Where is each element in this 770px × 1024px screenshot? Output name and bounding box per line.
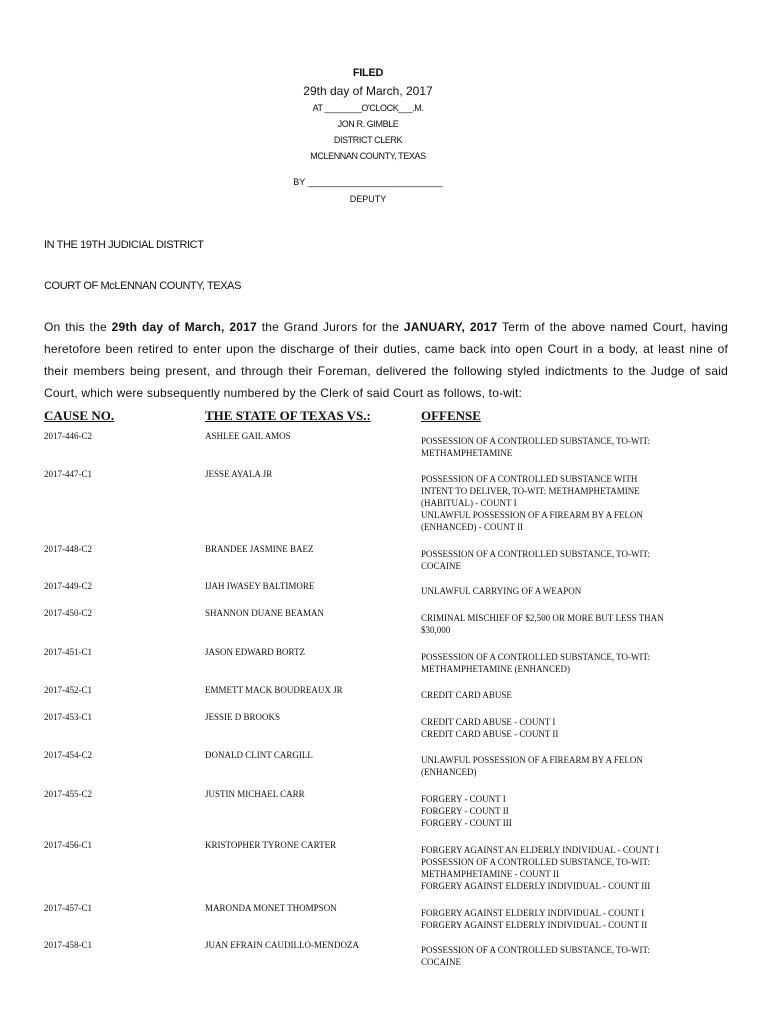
offense-line: (HABITUAL) - COUNT I <box>421 498 517 508</box>
offense-line: CREDIT CARD ABUSE - COUNT I <box>421 717 556 727</box>
offense-cell <box>421 473 741 533</box>
defendant-name: EMMETT MACK BOUDREAUX JR <box>205 685 343 695</box>
offense-line: COCAINE <box>421 957 461 967</box>
offense-cell <box>421 944 741 968</box>
filed-title: FILED <box>352 67 384 79</box>
offense-line: METHAMPHETAMINE <box>421 448 513 458</box>
offense-line: METHAMPHETAMINE (ENHANCED) <box>421 664 571 674</box>
offense-line: UNLAWFUL POSSESSION OF A FIREARM BY A FELON <box>421 510 643 520</box>
defendant-name: JUAN EFRAIN CAUDILLO-MENDOZA <box>205 940 359 950</box>
offense-cell <box>421 435 741 459</box>
offense-line: UNLAWFUL CARRYING OF A WEAPON <box>421 586 582 596</box>
filed-date: 29th day of March, 2017 <box>303 84 433 98</box>
offense-line: COCAINE <box>421 561 461 571</box>
intro-text-1: On this the <box>44 320 112 334</box>
offense-line: (ENHANCED) - COUNT II <box>421 522 524 532</box>
defendant-name: ASHLEE GAIL AMOS <box>205 431 291 441</box>
filed-by-line: BY ___________________________ <box>293 177 443 187</box>
defendant-name: JUSTIN MICHAEL CARR <box>205 789 305 799</box>
header-state-vs: THE STATE OF TEXAS VS.: <box>205 408 371 423</box>
offense-line: METHAMPHETAMINE - COUNT II <box>421 869 559 879</box>
offense-line: CREDIT CARD ABUSE <box>421 690 512 700</box>
cause-number: 2017-457-C1 <box>44 903 92 913</box>
offense-cell <box>421 651 741 675</box>
defendant-name: IJAH IWASEY BALTIMORE <box>205 581 315 591</box>
defendant-name: KRISTOPHER TYRONE CARTER <box>205 840 337 850</box>
offense-cell <box>421 793 741 829</box>
cause-number: 2017-450-C2 <box>44 608 92 618</box>
cause-number: 2017-453-C1 <box>44 712 92 722</box>
offense-line: POSSESSION OF A CONTROLLED SUBSTANCE, TO-WIT: <box>421 857 651 867</box>
cause-number: 2017-454-C2 <box>44 750 92 760</box>
defendant-name: JASON EDWARD BORTZ <box>205 647 305 657</box>
clerk-title: DISTRICT CLERK <box>333 135 403 145</box>
offense-line: POSSESSION OF A CONTROLLED SUBSTANCE, TO-WIT: <box>421 652 651 662</box>
intro-paragraph <box>44 316 728 404</box>
cause-number: 2017-451-C1 <box>44 647 92 657</box>
offense-cell <box>421 612 741 636</box>
offense-line: POSSESSION OF A CONTROLLED SUBSTANCE WITH <box>421 474 638 484</box>
defendant-name: BRANDEE JASMINE BAEZ <box>205 544 314 554</box>
defendant-name: DONALD CLINT CARGILL <box>205 750 313 760</box>
cause-number: 2017-448-C2 <box>44 544 92 554</box>
offense-line: FORGERY - COUNT III <box>421 818 512 828</box>
intro-text-3: Term of the above named Court, having heretofore been retired to enter upon the discharge of their duties, came back into open Court in a body, at least nine of their members being present, and through their Foreman, delivered the following styled indictments to the Judge of said Court, which were subsequently numbered by the Clerk of said Court as follows, to-wit: <box>44 320 729 400</box>
filed-county: MCLENNAN COUNTY, TEXAS <box>310 151 426 161</box>
cause-number: 2017-456-C1 <box>44 840 92 850</box>
court-county: COURT OF McLENNAN COUNTY, TEXAS <box>44 280 242 292</box>
filed-time-line: AT ________O'CLOCK___.M. <box>312 103 424 113</box>
offense-cell <box>421 689 741 701</box>
filed-stamp <box>268 64 468 204</box>
offense-line: INTENT TO DELIVER, TO-WIT: METHAMPHETAMINE <box>421 486 640 496</box>
court-district: IN THE 19TH JUDICIAL DISTRICT <box>44 239 204 251</box>
clerk-name: JON R. GIMBLE <box>337 119 399 129</box>
cause-number: 2017-446-C2 <box>44 431 92 441</box>
cause-number: 2017-449-C2 <box>44 581 92 591</box>
header-cause-no: CAUSE NO. <box>44 408 115 423</box>
offense-line: FORGERY AGAINST ELDERLY INDIVIDUAL - COUNT III <box>421 881 651 891</box>
intro-term: JANUARY, 2017 <box>403 320 498 334</box>
offense-line: POSSESSION OF A CONTROLLED SUBSTANCE, TO-WIT: <box>421 436 651 446</box>
defendant-name: JESSIE D BROOKS <box>205 712 281 722</box>
intro-date: 29th day of March, 2017 <box>111 320 257 334</box>
offense-line: CREDIT CARD ABUSE - COUNT II <box>421 729 559 739</box>
cause-number: 2017-458-C1 <box>44 940 92 950</box>
defendant-name: JESSE AYALA JR <box>205 469 273 479</box>
offense-line: CRIMINAL MISCHIEF OF $2,500 OR MORE BUT LESS THAN <box>421 613 664 623</box>
defendant-name: MARONDA MONET THOMPSON <box>205 903 337 913</box>
offense-cell <box>421 907 741 931</box>
offense-cell <box>421 548 741 572</box>
offense-line: FORGERY AGAINST AN ELDERLY INDIVIDUAL - COUNT I <box>421 845 660 855</box>
offense-line: POSSESSION OF A CONTROLLED SUBSTANCE, TO-WIT: <box>421 945 651 955</box>
intro-text-2: the Grand Jurors for the <box>256 320 404 334</box>
offense-line: UNLAWFUL POSSESSION OF A FIREARM BY A FELON <box>421 755 643 765</box>
offense-line: FORGERY AGAINST ELDERLY INDIVIDUAL - COUNT II <box>421 920 648 930</box>
offense-cell <box>421 716 741 740</box>
offense-line: POSSESSION OF A CONTROLLED SUBSTANCE, TO-WIT: <box>421 549 651 559</box>
defendant-name: SHANNON DUANE BEAMAN <box>205 608 324 618</box>
offense-cell <box>421 844 741 892</box>
offense-line: FORGERY - COUNT I <box>421 794 506 804</box>
cause-number: 2017-452-C1 <box>44 685 92 695</box>
offense-line: FORGERY - COUNT II <box>421 806 509 816</box>
offense-line: $30,000 <box>421 625 451 635</box>
cause-number: 2017-447-C1 <box>44 469 92 479</box>
filed-deputy: DEPUTY <box>349 194 387 204</box>
header-offense: OFFENSE <box>421 408 481 423</box>
offense-cell <box>421 754 741 778</box>
offense-line: (ENHANCED) <box>421 767 477 777</box>
offense-cell <box>421 585 741 597</box>
cause-number: 2017-455-C2 <box>44 789 92 799</box>
offense-line: FORGERY AGAINST ELDERLY INDIVIDUAL - COUNT I <box>421 908 645 918</box>
